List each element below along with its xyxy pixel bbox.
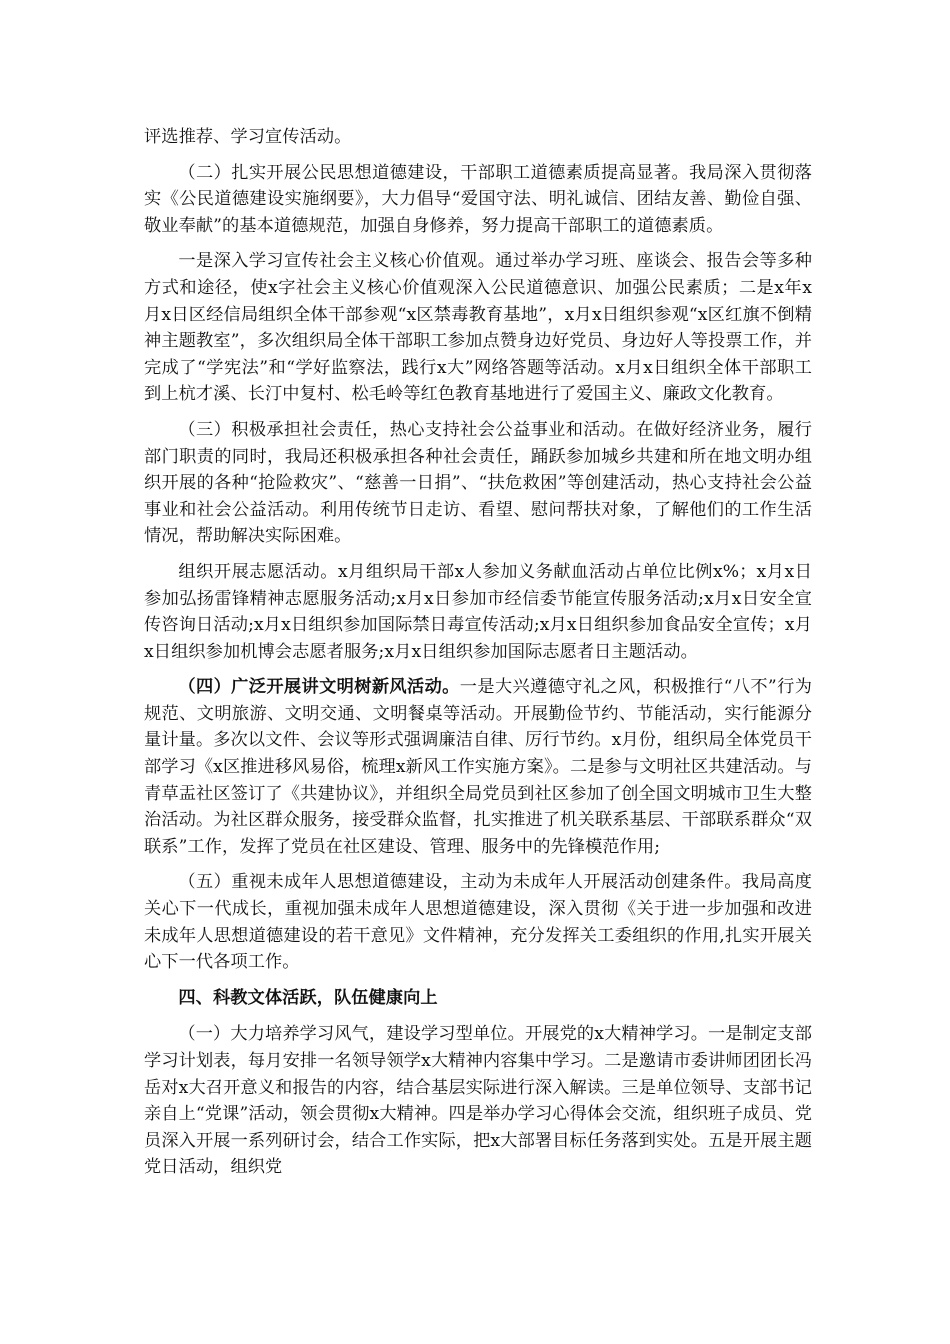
paragraph-text: 一是大兴遵德守礼之风，积极推行“八不”行为规范、文明旅游、文明交通、文明餐桌等活动。开展勤俭节约、节能活动，实行能源分量计量。多次以文件、会议等形式强调廉洁自律、厉行节约。x月份，组织局全体党员干部学习《x区推进移风易俗，梳理x新风工作实施方案》。二是参与文明社区共建活动。与青草盂社区签订了《共建协议》，并组织全局党员到社区参加了创全国文明城市卫生大整治活动。为社区群众服务，接受群众监督，扎实推进了机关联系基层、干部联系群众“双联系”工作，发挥了党员在社区建设、管理、服务中的先锋模范作用; <box>144 677 812 857</box>
paragraph-text: （三）积极承担社会责任，热心支持社会公益事业和活动。在做好经济业务，履行部门职责的同时，我局还积极承担各种社会责任，踊跃参加城乡共建和所在地文明办组织开展的各种“抢险救灾”、“慈善一日捐”、“扶危救困”等创建活动，热心支持社会公益事业和社会公益活动。利用传统节日走访、看望、慰问帮扶对象，了解他们的工作生活情况，帮助解决实际困难。 <box>144 419 812 547</box>
paragraph-text: 组织开展志愿活动。x月组织局干部x人参加义务献血活动占单位比例x%；x月x日参加弘扬雷锋精神志愿服务活动;x月x日参加市经信委节能宣传服务活动;x月x日安全宣传咨询日活动;x月x日组织参加国际禁日毒宣传活动;x月x日组织参加食品安全宣传；x月x日组织参加机博会志愿者服务;x月x日组织参加国际志愿者日主题活动。 <box>144 561 812 662</box>
paragraph-3 <box>144 248 812 408</box>
paragraph-4 <box>144 417 812 550</box>
paragraph-2 <box>144 160 812 240</box>
paragraph-lead-bold: （四）广泛开展讲文明树新风活动。 <box>178 677 460 698</box>
paragraph-6 <box>144 674 812 860</box>
paragraph-text: （五）重视未成年人思想道德建设，主动为未成年人开展活动创建条件。我局高度关心下一代成长，重视加强未成年人思想道德建设，深入贯彻《关于进一步加强和改进未成年人思想道德建设的若干意见》文件精神，充分发挥关工委组织的作用,扎实开展关心下一代各项工作。 <box>144 872 812 973</box>
paragraph-7 <box>144 869 812 975</box>
paragraph-text: （一）大力培养学习风气，建设学习型单位。开展党的x大精神学习。一是制定支部学习计划表，每月安排一名领导领学x大精神内容集中学习。二是邀请市委讲师团团长冯岳对x大召开意义和报告的内容，结合基层实际进行深入解读。三是单位领导、支部书记亲自上“党课”活动，领会贯彻x大精神。四是举办学习心得体会交流，组织班子成员、党员深入开展一系列研讨会，结合工作实际，把x大部署目标任务落到实处。五是开展主题党日活动，组织党 <box>144 1024 812 1178</box>
paragraph-1 <box>144 124 812 151</box>
paragraph-text: 评选推荐、学习宣传活动。 <box>144 127 352 147</box>
paragraph-text: 一是深入学习宣传社会主义核心价值观。通过举办学习班、座谈会、报告会等多种方式和途径，使x字社会主义核心价值观深入公民道德意识、加强公民素质；二是x年x月x日区经信局组织全体干部参观“x区禁毒教育基地”，x月x日组织参观“x区红旗不倒精神主题教室”，多次组织局全体干部职工参加点赞身边好党员、身边好人等投票工作，并完成了“学宪法”和“学好监察法，践行x大”网络答题等活动。x月x日组织全体干部职工到上杭才溪、长汀中复村、松毛岭等红色教育基地进行了爱国主义、廉政文化教育。 <box>144 251 812 405</box>
paragraph-8 <box>144 1021 812 1181</box>
section-heading: 四、科教文体活跃，队伍健康向上 <box>178 987 438 1008</box>
paragraph-text: （二）扎实开展公民思想道德建设，干部职工道德素质提高显著。我局深入贯彻落实《公民道德建设实施纲要》，大力倡导“爱国守法、明礼诚信、团结友善、勤俭自强、敬业奉献”的基本道德规范，加强自身修养，努力提高干部职工的道德素质。 <box>144 162 812 236</box>
document-body <box>144 124 812 1190</box>
paragraph-5 <box>144 559 812 665</box>
